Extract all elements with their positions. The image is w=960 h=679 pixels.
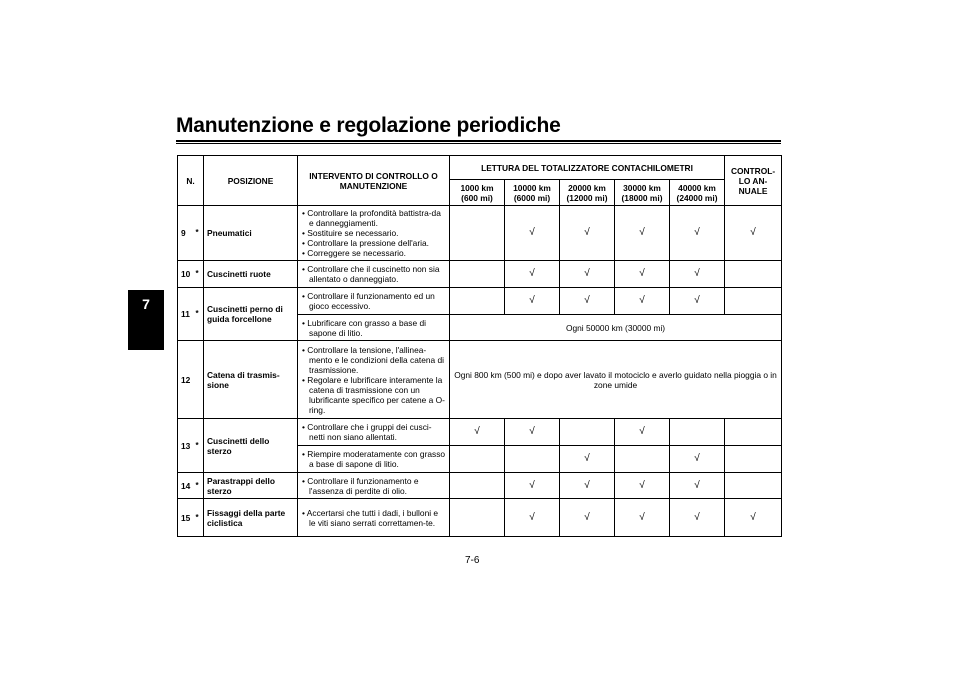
list-item: • Controllare il funzionamento e l'assenza di perdite di olio. <box>301 476 446 496</box>
header-km-1000: 1000 km (600 mi) <box>450 180 505 206</box>
check-cell <box>725 473 782 499</box>
title-rule-thin <box>176 143 781 144</box>
check-mark: √ <box>615 288 670 315</box>
check-mark: √ <box>505 419 560 446</box>
check-mark: √ <box>505 261 560 288</box>
row-position: Cuscinetti perno di guida forcellone <box>204 288 298 341</box>
row-number: 9 <box>178 206 196 261</box>
list-item: • Controllare la tensione, l'allinea-mento e le condizioni della catena di trasmissione. <box>301 345 446 375</box>
check-mark: √ <box>505 499 560 537</box>
row-intervention <box>298 446 450 473</box>
table-row <box>178 261 782 288</box>
asterisk-mark: * <box>196 419 204 473</box>
maintenance-table <box>177 155 782 537</box>
asterisk-mark: * <box>196 261 204 288</box>
header-posizione: POSIZIONE <box>204 156 298 206</box>
check-mark: √ <box>450 419 505 446</box>
row-intervention <box>298 499 450 537</box>
list-item: • Controllare la pressione dell'aria. <box>301 238 446 248</box>
row-position: Catena di trasmis-sione <box>204 341 298 419</box>
check-cell <box>560 419 615 446</box>
check-cell <box>725 288 782 315</box>
check-mark: √ <box>615 473 670 499</box>
check-mark: √ <box>725 499 782 537</box>
row-position: Cuscinetti ruote <box>204 261 298 288</box>
chapter-tab <box>128 290 164 350</box>
header-km-20000: 20000 km (12000 mi) <box>560 180 615 206</box>
check-cell <box>450 261 505 288</box>
interval-text: Ogni 800 km (500 mi) e dopo aver lavato il motociclo e averlo guidato nella pioggia o in zone umide <box>450 341 782 419</box>
list-item: • Regolare e lubrificare interamente la catena di trasmissione con un lubrificante specifico per catene a O-ring. <box>301 375 446 415</box>
check-cell <box>450 499 505 537</box>
check-cell <box>725 419 782 446</box>
table-row <box>178 288 782 315</box>
check-mark: √ <box>670 499 725 537</box>
list-item: • Sostituire se necessario. <box>301 228 446 238</box>
header-controllo-annuale: CONTROL-LO AN-NUALE <box>725 156 782 206</box>
row-number: 12 <box>178 341 196 419</box>
check-mark: √ <box>615 261 670 288</box>
row-intervention <box>298 473 450 499</box>
check-mark: √ <box>560 446 615 473</box>
check-mark: √ <box>560 499 615 537</box>
asterisk-mark: * <box>196 473 204 499</box>
list-item: • Controllare che il cuscinetto non sia allentato o danneggiato. <box>301 264 446 284</box>
interval-text: Ogni 50000 km (30000 mi) <box>450 315 782 341</box>
table-row <box>178 419 782 446</box>
check-mark: √ <box>560 206 615 261</box>
check-cell <box>505 446 560 473</box>
row-number: 10 <box>178 261 196 288</box>
row-intervention <box>298 315 450 341</box>
check-mark: √ <box>615 206 670 261</box>
header-km-40000: 40000 km (24000 mi) <box>670 180 725 206</box>
row-position: Cuscinetti dello sterzo <box>204 419 298 473</box>
row-position: Fissaggi della parte ciclistica <box>204 499 298 537</box>
row-intervention <box>298 206 450 261</box>
page-title: Manutenzione e regolazione periodiche <box>176 114 561 137</box>
list-item: • Riempire moderatamente con grasso a base di sapone di litio. <box>301 449 446 469</box>
row-number: 11 <box>178 288 196 341</box>
check-mark: √ <box>725 206 782 261</box>
check-mark: √ <box>670 473 725 499</box>
row-intervention <box>298 288 450 315</box>
list-item: • Accertarsi che tutti i dadi, i bulloni e le viti siano serrati correttamen-te. <box>301 508 446 528</box>
header-intervento: INTERVENTO DI CONTROLLO O MANUTENZIONE <box>298 156 450 206</box>
row-number: 15 <box>178 499 196 537</box>
header-km-10000: 10000 km (6000 mi) <box>505 180 560 206</box>
asterisk-mark: * <box>196 499 204 537</box>
check-mark: √ <box>560 473 615 499</box>
row-number: 14 <box>178 473 196 499</box>
check-cell <box>450 206 505 261</box>
check-mark: √ <box>670 261 725 288</box>
asterisk-mark: * <box>196 288 204 341</box>
list-item: • Correggere se necessario. <box>301 248 446 258</box>
check-cell <box>615 446 670 473</box>
row-position: Parastrappi dello sterzo <box>204 473 298 499</box>
check-mark: √ <box>505 473 560 499</box>
row-number: 13 <box>178 419 196 473</box>
table-row <box>178 206 782 261</box>
check-cell <box>450 473 505 499</box>
header-lettura: LETTURA DEL TOTALIZZATORE CONTACHILOMETRI <box>450 156 725 180</box>
row-intervention <box>298 419 450 446</box>
row-intervention <box>298 261 450 288</box>
check-mark: √ <box>670 206 725 261</box>
list-item: • Controllare il funzionamento ed un gioco eccessivo. <box>301 291 446 311</box>
check-cell <box>450 288 505 315</box>
list-item: • Controllare che i gruppi dei cusci-netti non siano allentati. <box>301 422 446 442</box>
list-item: • Controllare la profondità battistra-da e danneggiamenti. <box>301 208 446 228</box>
check-cell <box>725 446 782 473</box>
table-row <box>178 341 782 419</box>
header-km-30000: 30000 km (18000 mi) <box>615 180 670 206</box>
asterisk-mark: * <box>196 206 204 261</box>
check-cell <box>450 446 505 473</box>
page-number: 7-6 <box>465 555 480 566</box>
chapter-tab-label: 7 <box>142 296 150 312</box>
check-mark: √ <box>670 288 725 315</box>
row-intervention <box>298 341 450 419</box>
row-position: Pneumatici <box>204 206 298 261</box>
check-mark: √ <box>615 419 670 446</box>
check-cell <box>670 419 725 446</box>
check-mark: √ <box>615 499 670 537</box>
check-mark: √ <box>670 446 725 473</box>
check-mark: √ <box>560 288 615 315</box>
asterisk-mark <box>196 341 204 419</box>
check-mark: √ <box>505 288 560 315</box>
list-item: • Lubrificare con grasso a base di sapone di litio. <box>301 318 446 338</box>
table-row <box>178 473 782 499</box>
table-row <box>178 499 782 537</box>
header-n: N. <box>178 156 204 206</box>
check-mark: √ <box>560 261 615 288</box>
title-rule <box>176 140 781 142</box>
check-cell <box>725 261 782 288</box>
check-mark: √ <box>505 206 560 261</box>
